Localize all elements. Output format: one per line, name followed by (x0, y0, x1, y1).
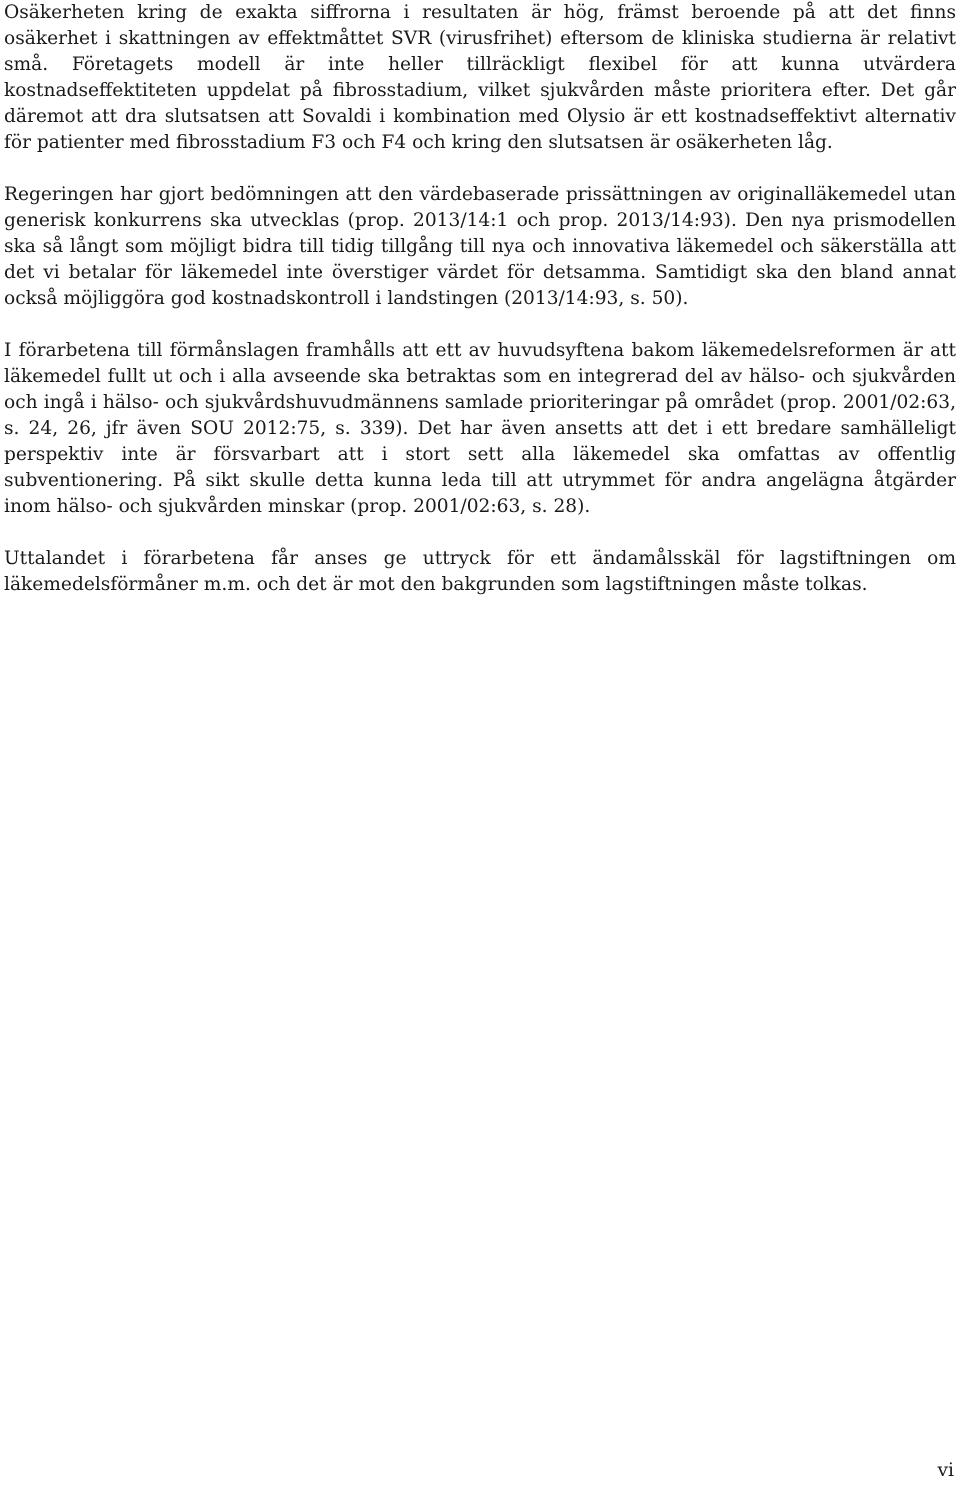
paragraph-uncertainty: Osäkerheten kring de exakta siffrorna i resultaten är hög, främst beroende på att det finns osäkerhet i skattningen av effektmåttet SVR (virusfrihet) eftersom de kliniska studierna är relativt små. Företagets modell är inte heller tillräckligt flexibel för att kunna utvärdera kostnadseffektiteten uppdelat på fibrosstadium, vilket sjukvården måste prioritera efter. Det går däremot att dra slutsatsen att Sovaldi i kombination med Olysio är ett kostnadseffektivt alternativ för patienter med fibrosstadium F3 och F4 och kring den slutsatsen är osäkerheten låg. (4, 2, 956, 153)
paragraph-government-assessment: Regeringen har gjort bedömningen att den värdebaserade prissättningen av originalläkemedel utan generisk konkurrens ska utvecklas (prop. 2013/14:1 och prop. 2013/14:93). Den nya prismodellen ska så långt som möjligt bidra till tidig tillgång till nya och innovativa läkemedel och säkerställa att det vi betalar för läkemedel inte överstiger värdet för detsamma. Samtidigt ska den bland annat också möjliggöra god kostnadskontroll i landstingen (2013/14:93, s. 50). (4, 184, 956, 309)
paragraph-preparatory-works: I förarbetena till förmånslagen framhålls att ett av huvudsyftena bakom läkemedelsreformen är att läkemedel fullt ut och i alla avseende ska betraktas som en integrerad del av hälso- och sjukvården och ingå i hälso- och sjukvårdshuvudmännens samlade prioriteringar på området (prop. 2001/02:63, s. 24, 26, jfr även SOU 2012:75, s. 339). Det har även ansetts att det i ett bredare samhälleligt perspektiv inte är försvarbart att i stort sett alla läkemedel ska omfattas av offentlig subventionering. På sikt skulle detta kunna leda till att utrymmet för andra angelägna åtgärder inom hälso- och sjukvården minskar (prop. 2001/02:63, s. 28). (4, 340, 956, 517)
page-number: vi (937, 1460, 954, 1481)
body-text (4, 0, 956, 598)
paragraph-statement: Uttalandet i förarbetena får anses ge uttryck för ett ändamålsskäl för lagstiftningen om läkemedelsförmåner m.m. och det är mot den bakgrunden som lagstiftningen måste tolkas. (4, 548, 956, 595)
